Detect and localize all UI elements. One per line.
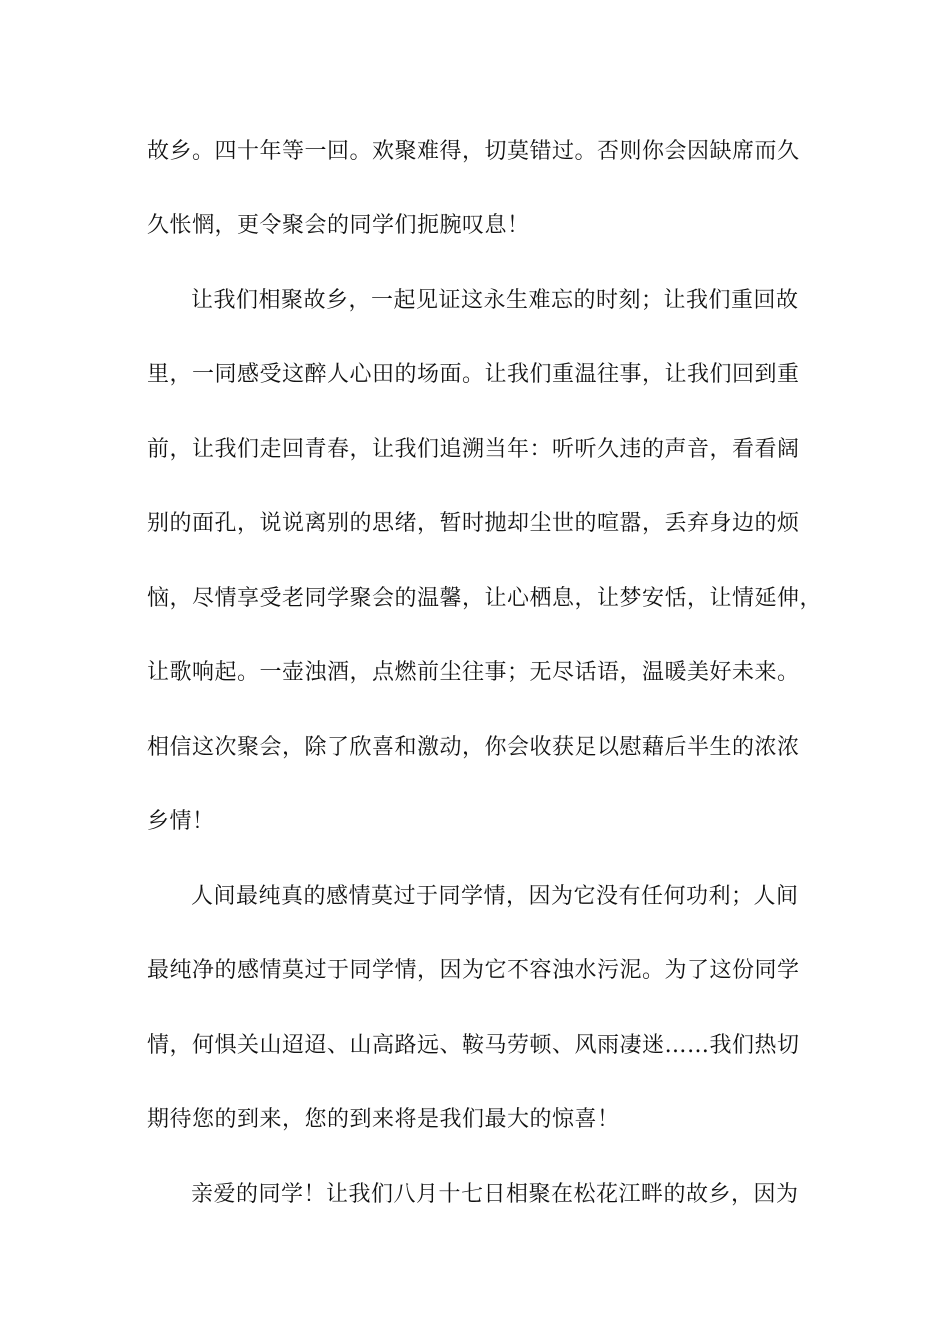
text-line: 相信这次聚会，除了欣喜和激动，你会收获足以慰藉后半生的浓浓 — [147, 735, 800, 760]
text-line: 前，让我们走回青春，让我们追溯当年：听听久违的声音，看看阔 — [147, 437, 800, 462]
text-line: 让歌响起。一壶浊酒，点燃前尘往事；无尽话语，温暖美好未来。 — [147, 660, 800, 685]
paragraph-first-line: 亲爱的同学！让我们八月十七日相聚在松花江畔的故乡，因为 — [191, 1182, 799, 1207]
paragraph-first-line: 让我们相聚故乡，一起见证这永生难忘的时刻；让我们重回故 — [191, 288, 799, 313]
text-line: 里，一同感受这醉人心田的场面。让我们重温往事，让我们回到重 — [147, 362, 800, 387]
text-line: 情，何惧关山迢迢、山高路远、鞍马劳顿、风雨凄迷……我们热切 — [147, 1033, 800, 1058]
text-line: 故乡。四十年等一回。欢聚难得，切莫错过。否则你会因缺席而久 — [147, 139, 800, 164]
text-line: 期待您的到来，您的到来将是我们最大的惊喜！ — [147, 1107, 620, 1132]
text-line: 别的面孔，说说离别的思绪，暂时抛却尘世的喧嚣，丢弃身边的烦 — [147, 511, 800, 536]
text-line: 久怅惘，更令聚会的同学们扼腕叹息！ — [147, 213, 530, 238]
text-line: 最纯净的感情莫过于同学情，因为它不容浊水污泥。为了这份同学 — [147, 958, 800, 983]
text-line: 恼，尽情享受老同学聚会的温馨，让心栖息，让梦安恬，让情延伸， — [147, 586, 823, 611]
paragraph-first-line: 人间最纯真的感情莫过于同学情，因为它没有任何功利；人间 — [191, 884, 799, 909]
text-line: 乡情！ — [147, 809, 215, 834]
